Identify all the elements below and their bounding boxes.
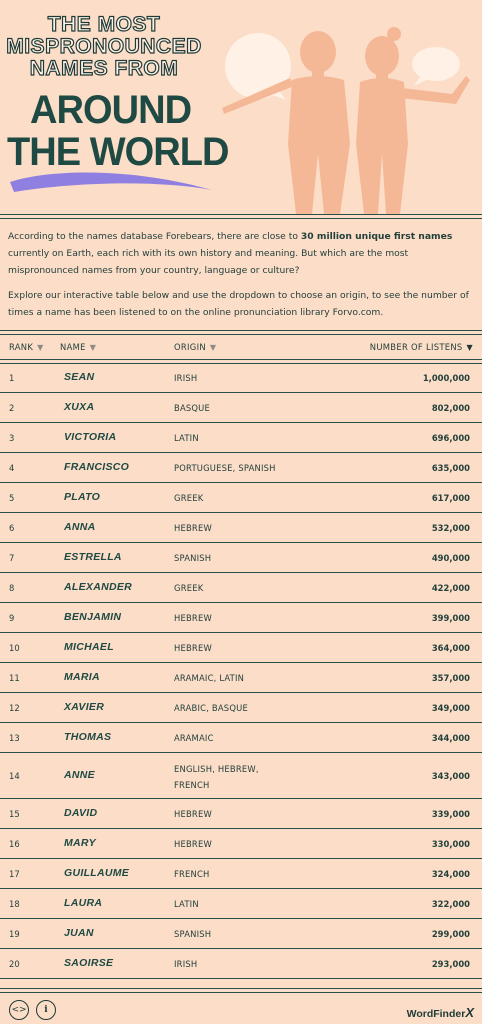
origin-cell: HEBREW	[174, 643, 212, 653]
name-cell: MICHAEL	[64, 641, 114, 653]
table-row	[0, 453, 482, 483]
table-row	[0, 573, 482, 603]
rank-cell: 11	[9, 673, 20, 683]
intro-highlight: 30 million unique first names	[300, 231, 453, 242]
rank-cell: 3	[9, 433, 15, 443]
rank-cell: 16	[9, 839, 20, 849]
name-cell: JUAN	[64, 927, 94, 939]
rank-cell: 2	[9, 403, 15, 413]
listens-cell: 293,000	[431, 959, 470, 969]
footer	[0, 993, 482, 1024]
listens-cell: 490,000	[431, 553, 470, 563]
origin-cell: SPANISH	[174, 929, 212, 939]
rank-cell: 4	[9, 463, 15, 473]
listens-cell: 322,000	[431, 899, 470, 909]
name-cell: MARY	[64, 837, 96, 849]
name-cell: GUILLAUME	[64, 867, 130, 879]
table-row	[0, 889, 482, 919]
name-cell: THOMAS	[64, 731, 112, 743]
sort-caret-icon: ▼	[89, 343, 97, 352]
sort-caret-icon: ▼	[37, 343, 44, 352]
origin-cell: PORTUGUESE, SPANISH	[174, 463, 276, 473]
origin-cell: HEBREW	[174, 613, 212, 623]
table-row	[0, 799, 482, 829]
origin-cell: IRISH	[174, 373, 198, 383]
table-header	[0, 336, 482, 360]
headline-world: THE WORLD	[7, 130, 229, 174]
origin-cell: LATIN	[174, 433, 199, 443]
origin-cell: SPANISH	[174, 553, 212, 563]
table-body	[0, 363, 482, 979]
rank-cell: 20	[9, 959, 20, 969]
origin-cell: ENGLISH, HEBREW, FRENCH	[174, 764, 259, 790]
rank-cell: 6	[9, 523, 15, 533]
listens-cell: 339,000	[431, 809, 470, 819]
header-listens[interactable]: NUMBER OF LISTENS ▼	[369, 342, 473, 352]
origin-cell: GREEK	[174, 583, 204, 593]
people-illustration	[214, 14, 474, 214]
headline-line-2: MISPRONOUNCED	[6, 35, 202, 58]
sort-caret-icon: ▼	[466, 343, 473, 352]
listens-cell: 617,000	[431, 493, 470, 503]
headline-top	[4, 14, 204, 80]
rank-cell: 17	[9, 869, 20, 879]
name-cell: LAURA	[64, 897, 103, 909]
name-cell: ANNE	[64, 769, 95, 781]
hero-banner	[0, 0, 482, 215]
name-cell: MARIA	[64, 671, 100, 683]
name-cell: DAVID	[64, 807, 98, 819]
intro-text	[8, 228, 474, 329]
name-cell: FRANCISCO	[64, 461, 130, 473]
table-row	[0, 949, 482, 979]
info-icon: i	[44, 1005, 48, 1015]
table-row	[0, 543, 482, 573]
table-top-divider	[0, 330, 482, 335]
listens-cell: 635,000	[431, 463, 470, 473]
table-row	[0, 829, 482, 859]
rank-cell: 10	[9, 643, 20, 653]
header-origin-dropdown[interactable]: ORIGIN ▼	[174, 342, 217, 352]
embed-button[interactable]	[9, 1000, 29, 1020]
rank-cell: 13	[9, 733, 20, 743]
section-divider	[0, 214, 482, 219]
origin-cell: HEBREW	[174, 809, 212, 819]
listens-cell: 422,000	[431, 583, 470, 593]
origin-cell: IRISH	[174, 959, 198, 969]
table-row	[0, 663, 482, 693]
table-row	[0, 919, 482, 949]
intro-paragraph-1: According to the names database Forebears, there are close to 30 million unique first names currently on Earth, each rich with its own history and meaning. But which are the most mispronounced names from your country, language or culture?	[8, 231, 453, 276]
headline-line-1: THE MOST	[47, 13, 161, 36]
listens-cell: 344,000	[431, 733, 470, 743]
name-cell: ALEXANDER	[64, 581, 133, 593]
name-cell: SAOIRSE	[64, 957, 114, 969]
rank-cell: 5	[9, 493, 15, 503]
origin-cell: BASQUE	[174, 403, 211, 413]
origin-cell: ARABIC, BASQUE	[174, 703, 248, 713]
rank-cell: 19	[9, 929, 20, 939]
intro-paragraph-2: Explore our interactive table below and use the dropdown to choose an origin, to see the number of times a name has been listened to on the online pronunciation library Forvo.com.	[8, 290, 469, 318]
dropdown-caret-icon: ▼	[209, 343, 217, 352]
origin-cell: ARAMAIC, LATIN	[174, 673, 245, 683]
name-cell: SEAN	[64, 371, 95, 383]
listens-cell: 324,000	[431, 869, 470, 879]
listens-cell: 696,000	[431, 433, 470, 443]
listens-cell: 399,000	[431, 613, 470, 623]
headline-around: AROUND	[30, 88, 192, 132]
rank-cell: 7	[9, 553, 15, 563]
name-cell: ESTRELLA	[64, 551, 122, 563]
listens-cell: 343,000	[431, 771, 470, 781]
table-row	[0, 603, 482, 633]
table-row	[0, 513, 482, 543]
logo-x-icon: X	[465, 1005, 474, 1020]
header-name[interactable]: NAME ▼	[60, 342, 97, 352]
name-cell: ANNA	[64, 521, 96, 533]
table-row	[0, 363, 482, 393]
origin-cell: HEBREW	[174, 523, 212, 533]
listens-cell: 802,000	[431, 403, 470, 413]
table-row	[0, 693, 482, 723]
rank-cell: 14	[9, 771, 20, 781]
listens-cell: 357,000	[431, 673, 470, 683]
listens-cell: 330,000	[431, 839, 470, 849]
rank-cell: 1	[9, 373, 15, 383]
name-cell: VICTORIA	[64, 431, 117, 443]
origin-cell: GREEK	[174, 493, 204, 503]
name-cell: XAVIER	[64, 701, 105, 713]
table-row	[0, 859, 482, 889]
name-cell: BENJAMIN	[64, 611, 122, 623]
rank-cell: 9	[9, 613, 15, 623]
rank-cell: 8	[9, 583, 15, 593]
headline-line-3: NAMES FROM	[29, 57, 179, 80]
table-row	[0, 483, 482, 513]
table-row	[0, 723, 482, 753]
header-rank[interactable]: RANK ▼	[9, 342, 44, 352]
wordfinder-logo[interactable]: WordFinderX	[406, 1005, 474, 1020]
info-button[interactable]	[36, 1000, 56, 1020]
name-cell: XUXA	[64, 401, 95, 413]
table-row	[0, 633, 482, 663]
rank-cell: 12	[9, 703, 20, 713]
name-cell: PLATO	[64, 491, 101, 503]
origin-cell: FRENCH	[174, 869, 210, 879]
origin-cell: LATIN	[174, 899, 199, 909]
listens-cell: 299,000	[431, 929, 470, 939]
table-row	[0, 393, 482, 423]
rank-cell: 18	[9, 899, 20, 909]
code-icon: <>	[11, 1005, 27, 1015]
table-row	[0, 753, 482, 799]
listens-cell: 532,000	[431, 523, 470, 533]
listens-cell: 364,000	[431, 643, 470, 653]
table-row	[0, 423, 482, 453]
rank-cell: 15	[9, 809, 20, 819]
listens-cell: 349,000	[431, 703, 470, 713]
origin-cell: ARAMAIC	[174, 733, 214, 743]
origin-cell: HEBREW	[174, 839, 212, 849]
listens-cell: 1,000,000	[422, 373, 470, 383]
